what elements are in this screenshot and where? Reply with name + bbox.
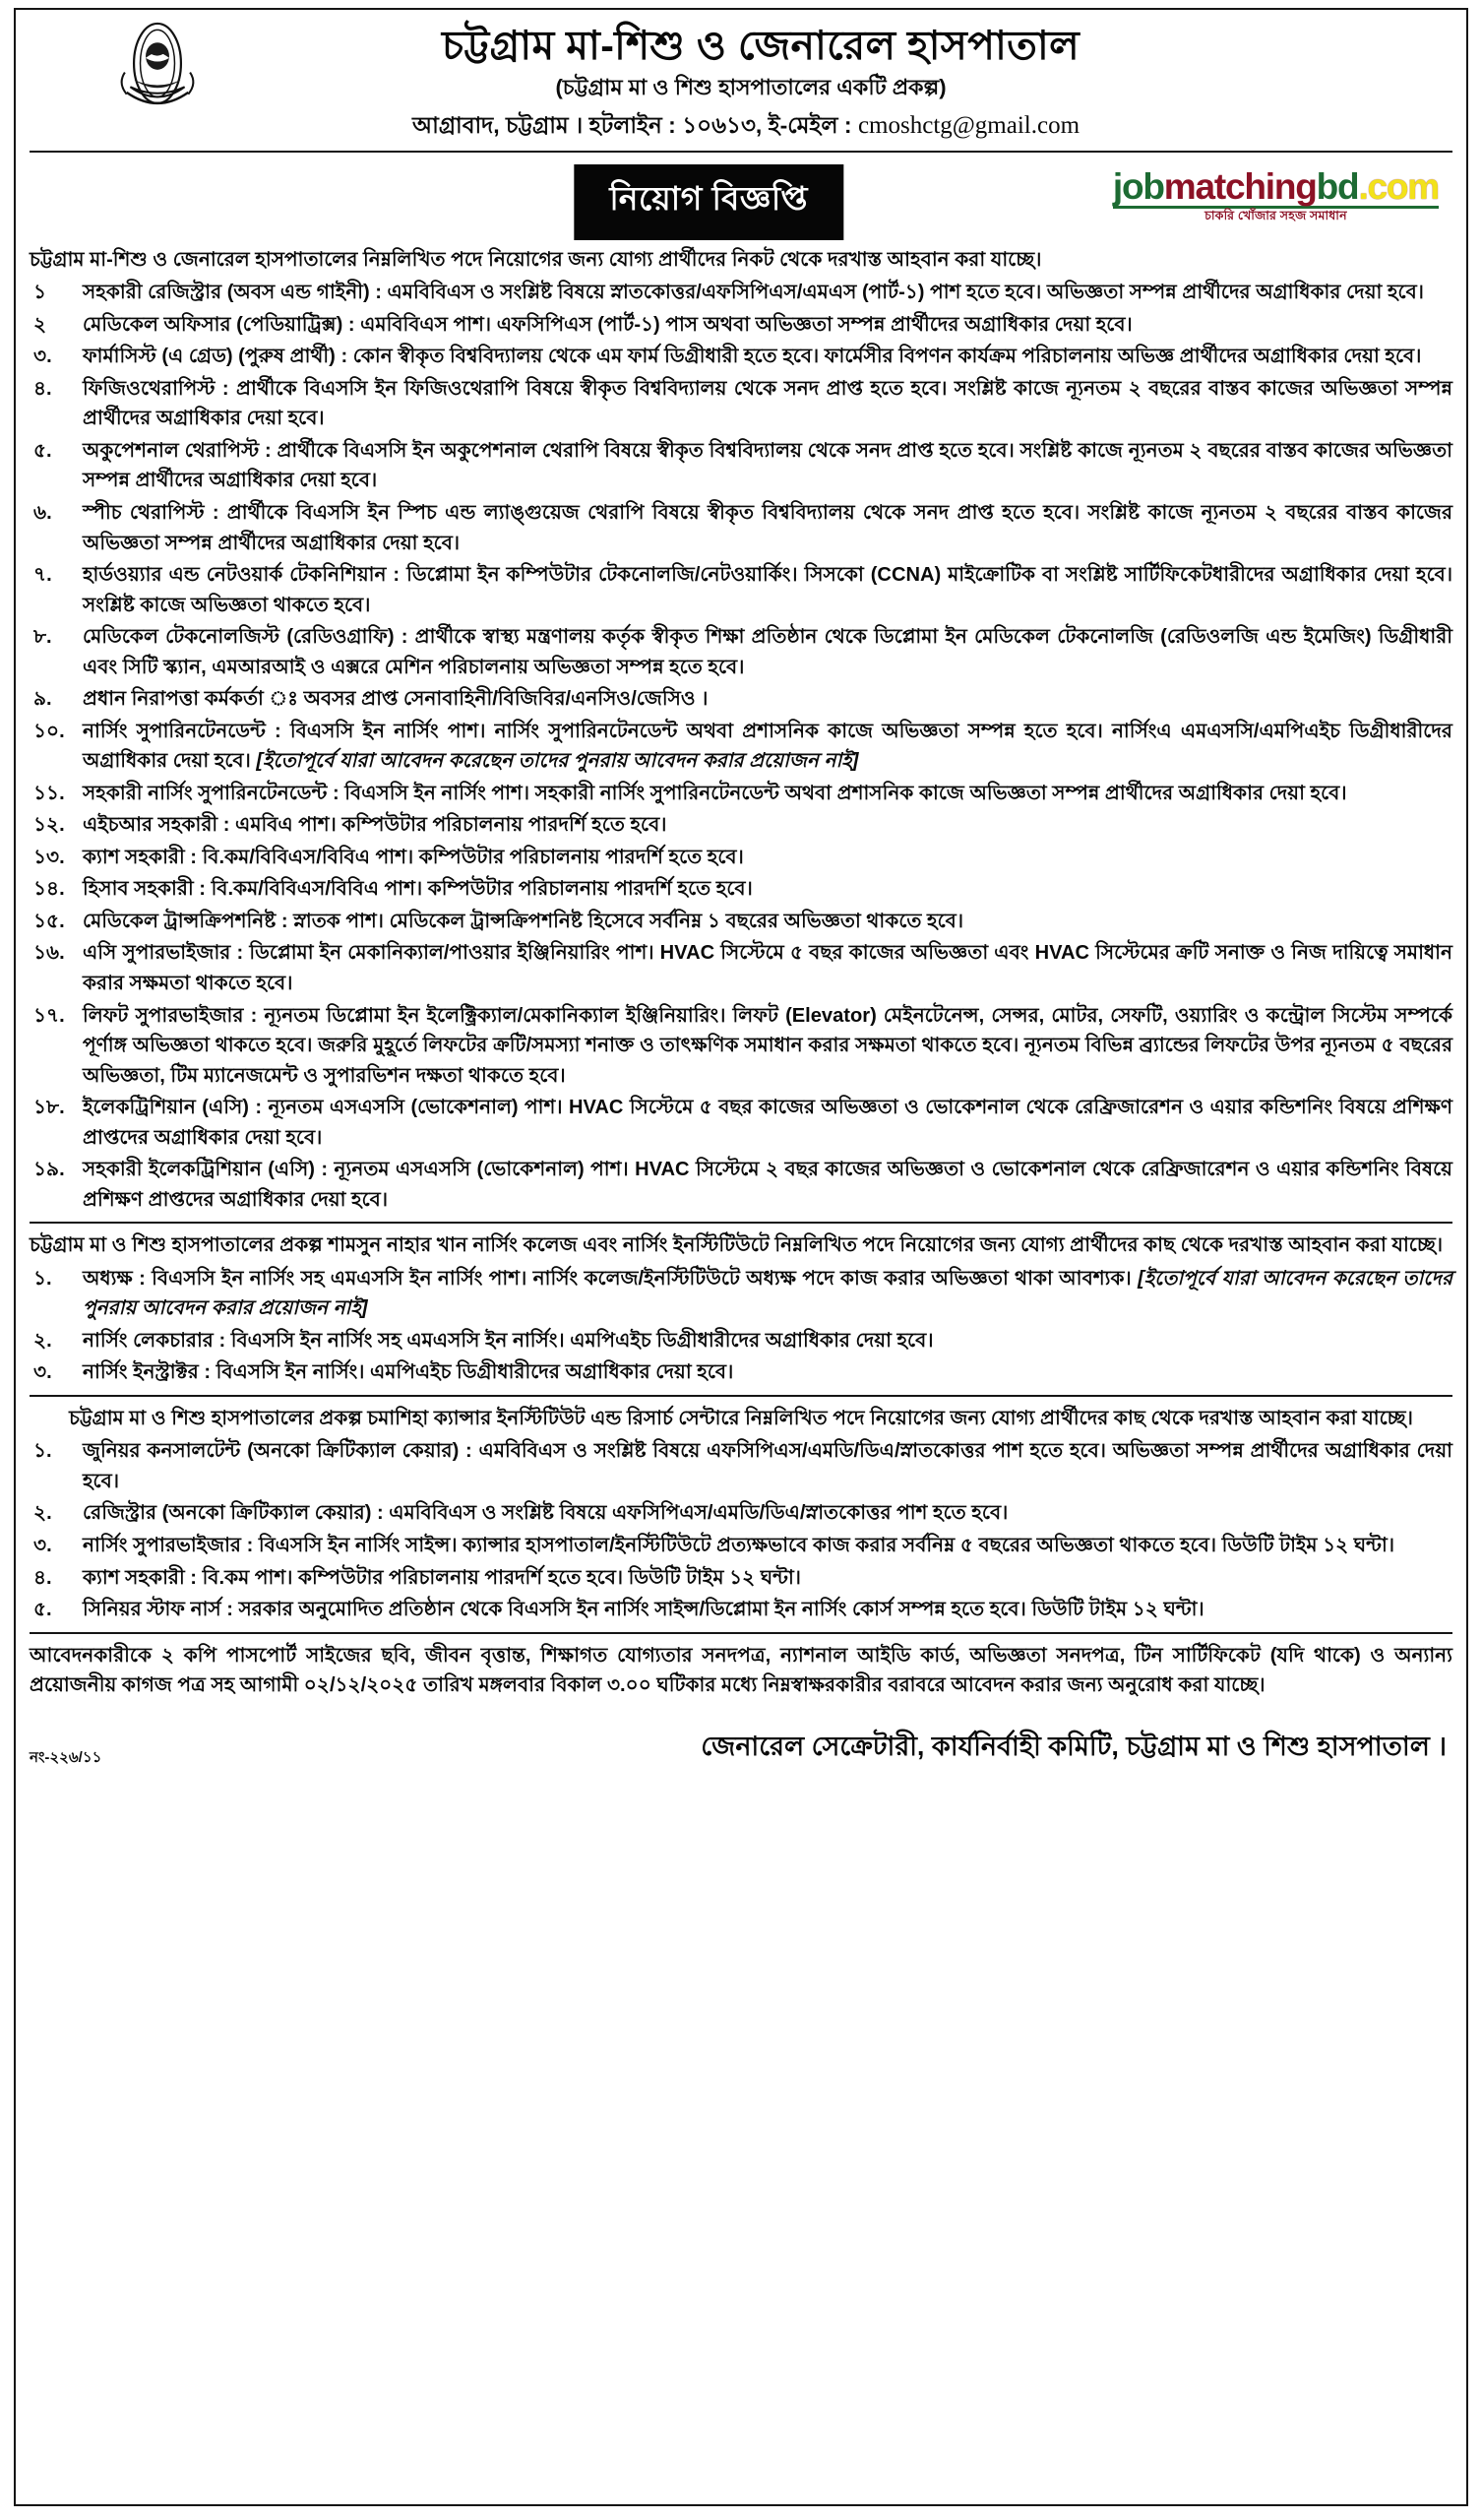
- job-requirements: বি.কম/বিবিএস/বিবিএ পাশ। কম্পিউটার পরিচালনায় পারদর্শি হতে হবে।: [211, 878, 753, 901]
- job-title-separator: :: [394, 626, 415, 649]
- section3-job-list: [30, 1436, 1452, 1624]
- job-list-item: [30, 684, 1452, 715]
- job-list-item: [30, 874, 1452, 905]
- job-list-item: [30, 717, 1452, 777]
- organization-contact: [30, 111, 1452, 141]
- job-title-separator: :: [342, 313, 361, 336]
- job-list-item: [30, 1531, 1452, 1561]
- job-title: নার্সিং ইনস্ট্রাক্টর: [83, 1361, 199, 1384]
- job-title: ক্যাশ সহকারী: [83, 1566, 185, 1589]
- job-item-number: ২.: [33, 1329, 52, 1352]
- job-requirements: বি.কম/বিবিএস/বিবিএ পাশ। কম্পিউটার পরিচালনায় পারদর্শি হতে হবে।: [202, 846, 744, 868]
- job-title: মেডিকেল টেকনোলজিস্ট (রেডিওগ্রাফি): [83, 626, 395, 649]
- section1-lead: চট্টগ্রাম মা-শিশু ও জেনারেল হাসপাতালের নিম্নলিখিত পদে নিয়োগের জন্য যোগ্য প্রার্থীদের নিকট থেকে দরখাস্ত আহবান করা যাচ্ছে।: [30, 248, 1042, 271]
- job-title-separator: :: [240, 1535, 259, 1557]
- job-title: সহকারী নার্সিং সুপারিনটেনডেন্ট: [83, 782, 328, 804]
- section-nursing-college: [30, 1222, 1452, 1388]
- job-title-separator: :: [314, 1159, 335, 1181]
- job-requirements: এমবিবিএস ও সংশ্লিষ্ট বিষয়ে এফসিপিএস/এমডি/ডিএ/স্নাতকোত্তর পাশ হতে হবে।: [389, 1502, 1009, 1525]
- job-requirements: কোন স্বীকৃত বিশ্ববিদ্যালয় থেকে এম ফার্ম ডিগ্রীধারী হতে হবে। ফার্মেসীর বিপণন কার্যক্রম পরিচালনায় অভিজ্ঞ প্রার্থীদের অগ্রাধিকার দেয়া হবে।: [352, 346, 1422, 368]
- job-requirements: অবসর প্রাপ্ত সেনাবাহিনী/বিজিবির/এনসিও/জেসিও ।: [303, 688, 709, 711]
- job-list-item: [30, 436, 1452, 496]
- job-title-separator: :: [217, 814, 236, 837]
- job-item-number: ১৯.: [33, 1159, 65, 1181]
- job-requirements: প্রার্থীকে বিএসসি ইন অকুপেশনাল থেরাপি বিষয়ে স্বীকৃত বিশ্ববিদ্যালয় থেকে সনদ প্রাপ্ত হতে হবে। সংশ্লিষ্ট কাজে ন্যূনতম ২ বছরের বাস্তব কাজের অভিজ্ঞতা সম্পন্ন প্রার্থীদের অগ্রাধিকার দেয়া হবে।: [83, 439, 1452, 492]
- reapply-notice: [ইতোপূর্বে যারা আবেদন করেছেন তাদের পুনরায় আবেদন করার প্রয়োজন নাই]: [256, 750, 859, 773]
- job-requirements: বিএসসি ইন নার্সিং সাইন্স। ক্যান্সার হাসপাতাল/ইনস্টিটিউটে প্রত্যক্ষভাবে কাজ করার সর্বনিম্ন ৫ বছরের অভিজ্ঞতা থাকতে হবে। ডিউটি টাইম ১২ ঘন্টা।: [258, 1535, 1395, 1557]
- job-requirements: বিএসসি ইন নার্সিং পাশ। সহকারী নার্সিং সুপারিনটেনডেন্ট অথবা প্রশাসনিক কাজে অভিজ্ঞতা সম্পন্ন প্রার্থীদের অগ্রাধিকার দেয়া হবে।: [344, 782, 1347, 804]
- job-title-separator: :: [327, 782, 345, 804]
- job-title: এইচআর সহকারী: [83, 814, 218, 837]
- job-item-number: ৩.: [33, 346, 52, 368]
- job-list-item: [30, 498, 1452, 558]
- job-title-separator: :: [248, 1097, 269, 1119]
- job-title-separator: :: [265, 720, 290, 742]
- signature-row: [30, 1727, 1452, 1766]
- job-title: স্পীচ থেরাপিস্ট: [83, 502, 205, 525]
- job-requirements: ন্যূনতম এসএসসি (ভোকেশনাল) পাশ। HVAC সিস্টেমে ২ বছর কাজের অভিজ্ঞতা ও ভোকেশনাল থেকে রেফ্রিজারেশন ও এয়ার কন্ডিশনিং বিষয়ে প্রশিক্ষণ প্রাপ্তদের অগ্রাধিকার দেয়া হবে।: [83, 1159, 1452, 1211]
- job-title: সিনিয়র স্টাফ নার্স: [83, 1599, 221, 1621]
- wordmark-part-matching: matching: [1163, 165, 1317, 207]
- section-cancer-institute: [30, 1395, 1452, 1625]
- address-hotline-text: আগ্রাবাদ, চট্টগ্রাম । হটলাইন : ১০৬১৩, ই-মেইল :: [411, 111, 858, 138]
- job-title: ফার্মাসিস্ট (এ গ্রেড) (পুরুষ প্রার্থী): [83, 346, 336, 368]
- notice-title-badge: নিয়োগ বিজ্ঞপ্তি: [574, 164, 843, 240]
- job-list-item: [30, 1264, 1452, 1324]
- job-title-separator: :: [204, 502, 227, 525]
- job-title-separator: :: [459, 1440, 479, 1463]
- job-title-separator: :: [220, 1599, 239, 1621]
- wordmark-tagline: চাকরি খোঁজার সহজ সমাধান: [1204, 208, 1347, 222]
- job-item-number: ১২.: [33, 814, 65, 837]
- job-title-separator: :: [184, 1566, 203, 1589]
- job-title-separator: :: [184, 846, 203, 868]
- job-list-item: [30, 1001, 1452, 1092]
- job-requirements: প্রার্থীকে বিএসসি ইন স্পিচ এন্ড ল্যাঙ্গুয়েজ থেরাপি বিষয়ে স্বীকৃত বিশ্ববিদ্যালয় থেকে সনদ প্রাপ্ত হতে হবে। সংশ্লিষ্ট কাজে ন্যূনতম ২ বছরের বাস্তব কাজের অভিজ্ঞতা সম্পন্ন প্রার্থীদের অগ্রাধিকার দেয়া হবে।: [83, 502, 1453, 554]
- job-title: জুনিয়র কনসালটেন্ট (অনকো ক্রিটিক্যাল কেয়ার): [83, 1440, 460, 1463]
- organization-subtitle: (চট্টগ্রাম মা ও শিশু হাসপাতালের একটি প্রকল্প): [555, 75, 947, 100]
- job-item-number: ৭.: [33, 564, 52, 587]
- job-title-separator: :: [215, 377, 236, 400]
- job-requirements: ন্যূনতম ডিপ্লোমা ইন ইলেক্ট্রিক্যাল/মেকানিক্যাল ইঞ্জিনিয়ারিং। লিফট (Elevator) মেইনটেনেন্স, সেন্সর, মোটর, সেফটি, ওয়্যারিং ও কন্ট্রোল সিস্টেম সম্পর্কে পূর্ণাঙ্গ অভিজ্ঞতা থাকতে হবে। জরুরি মুহূর্তে লিফটের ক্রটি/সমস্যা শনাক্ত ও তাৎক্ষণিক সমাধান করার সক্ষমতা থাকতে হবে। ন্যূনতম বিভিন্ন ব্র্যান্ডের লিফটের উপর ন্যূনতম ৫ বছরের অভিজ্ঞতা, টিম ম্যানেজমেন্ট ও সুপারভিশন দক্ষতা থাকতে হবে।: [83, 1004, 1452, 1087]
- job-list-item: [30, 1357, 1452, 1388]
- job-item-number: ১৭.: [33, 1004, 65, 1027]
- job-list-item: [30, 938, 1452, 998]
- job-requirements: সরকার অনুমোদিত প্রতিষ্ঠান থেকে বিএসসি ইন নার্সিং সাইন্স/ডিপ্লোমা ইন নার্সিং কোর্স সম্পন্ন হতে হবে। ডিউটি টাইম ১২ ঘন্টা।: [238, 1599, 1204, 1621]
- job-list-item: [30, 278, 1452, 308]
- job-item-number: ১.: [33, 1440, 52, 1463]
- job-item-number: ৬.: [33, 502, 52, 525]
- job-requirements: প্রার্থীকে বিএসসি ইন ফিজিওথেরাপি বিষয়ে স্বীকৃত বিশ্ববিদ্যালয় থেকে সনদ প্রাপ্ত হতে হবে। সংশ্লিষ্ট কাজে ন্যূনতম ২ বছরের বাস্তব কাজের অভিজ্ঞতা সম্পন্ন প্রার্থীদের অগ্রাধিকার দেয়া হবে।: [83, 377, 1452, 430]
- job-list-item: [30, 374, 1452, 434]
- job-title: নার্সিং সুপারভাইজার: [83, 1535, 241, 1557]
- job-list-item: [30, 779, 1452, 809]
- job-title-separator: :: [230, 942, 250, 965]
- job-requirements: এমবিবিএস ও সংশ্লিষ্ট বিষয়ে স্নাতকোত্তর/এফসিপিএস/এমএস (পার্ট-১) পাশ হতে হবে। অভিজ্ঞতা সম্পন্ন প্রার্থীদের অগ্রাধিকার দেয়া হবে।: [387, 282, 1424, 304]
- section1-job-list: [30, 278, 1452, 1215]
- job-list-item: [30, 1155, 1452, 1215]
- job-item-number: ৩.: [33, 1535, 52, 1557]
- job-list-item: [30, 1498, 1452, 1529]
- job-title-separator: :: [132, 1267, 153, 1290]
- job-title: হিসাব সহকারী: [83, 878, 194, 901]
- job-title: নার্সিং লেকচারার: [83, 1329, 214, 1352]
- job-title: প্রধান নিরাপত্তা কর্মকর্তা: [83, 688, 264, 711]
- job-title: সহকারী ইলেকট্রিশিয়ান (এসি): [83, 1159, 315, 1181]
- job-list-item: [30, 907, 1452, 937]
- job-title-separator: :: [369, 282, 388, 304]
- job-title: ইলেকট্রিশিয়ান (এসি): [83, 1097, 249, 1119]
- job-list-item: [30, 622, 1452, 682]
- job-requirements: বিএসসি ইন নার্সিং পাশ। নার্সিং সুপারিনটেনডেন্ট অথবা প্রশাসনিক কাজে অভিজ্ঞতা সম্পন্ন হতে হবে। নার্সিংএ এমএসসি/এমপিএইচ ডিগ্রীধারীদের অগ্রাধিকার দেয়া হবে।: [83, 720, 1452, 773]
- job-item-number: ৪.: [33, 1566, 52, 1589]
- wordmark-part-job: job: [1112, 165, 1164, 207]
- job-item-number: ৩.: [33, 1361, 52, 1384]
- jobmatchingbd-wordmark: [1112, 165, 1439, 207]
- job-title: নার্সিং সুপারিনটেনডেন্ট: [83, 720, 266, 742]
- job-title: অকুপেশনাল থেরাপিস্ট: [83, 439, 260, 462]
- job-item-number: ১৩.: [33, 846, 65, 868]
- job-requirements: এমবিবিএস ও সংশ্লিষ্ট বিষয়ে এফসিপিএস/এমডি/ডিএ/স্নাতকোত্তর পাশ হতে হবে। অভিজ্ঞতা সম্পন্ন প্রার্থীদের অগ্রাধিকার দেয়া হবে।: [83, 1440, 1452, 1492]
- job-requirements: ন্যূনতম এসএসসি (ভোকেশনাল) পাশ। HVAC সিস্টেমে ৫ বছর কাজের অভিজ্ঞতা ও ভোকেশনাল থেকে রেফ্রিজারেশন ও এয়ার কন্ডিশনিং বিষয়ে প্রশিক্ষণ প্রাপ্তদের অগ্রাধিকার দেয়া হবে।: [83, 1097, 1452, 1149]
- job-item-number: ১.: [33, 1267, 52, 1290]
- footer-block: [30, 1632, 1452, 1766]
- job-requirements: বি.কম পাশ। কম্পিউটার পরিচালনায় পারদর্শি হতে হবে। ডিউটি টাইম ১২ ঘন্টা।: [202, 1566, 801, 1589]
- job-item-number: ১৪.: [33, 878, 65, 901]
- job-title: লিফট সুপারভাইজার: [83, 1004, 244, 1027]
- section3-lead: চট্টগ্রাম মা ও শিশু হাসপাতালের প্রকল্প চমাশিহা ক্যান্সার ইনস্টিটিউট এন্ড রিসার্চ সেন্টারে নিম্নলিখিত পদে নিয়োগের জন্য যোগ্য প্রার্থীদের কাছ থেকে দরখাস্ত আহবান করা যাচ্ছে।: [69, 1407, 1413, 1429]
- section2-job-list: [30, 1264, 1452, 1388]
- job-title: ক্যাশ সহকারী: [83, 846, 185, 868]
- job-title-separator: :: [335, 346, 353, 368]
- job-title: অধ্যক্ষ: [83, 1267, 133, 1290]
- memo-number: নং-২২৬/১১: [30, 1748, 102, 1766]
- job-requirements: বিএসসি ইন নার্সিং সহ এমএসসি ইন নার্সিং। এমপিএইচ ডিগ্রীধারীদের অগ্রাধিকার দেয়া হবে।: [230, 1329, 934, 1352]
- job-list-item: [30, 1595, 1452, 1625]
- job-title: মেডিকেল ট্রান্সক্রিপশনিষ্ট: [83, 910, 277, 932]
- application-instructions: আবেদনকারীকে ২ কপি পাসপোর্ট সাইজের ছবি, জীবন বৃত্তান্ত, শিক্ষাগত যোগ্যতার সনদপত্র, ন্যাশনাল আইডি কার্ড, অভিজ্ঞতা সনদপত্র, টিন সার্টিফিকেট (যদি থাকে) ও অন্যান্য প্রয়োজনীয় কাগজ পত্র সহ আগামী ০২/১২/২০২৫ তারিখ মঙ্গলবার বিকাল ৩.০০ ঘটিকার মধ্যে নিম্নস্বাক্ষরকারীর বরাবরে আবেদন করার জন্য অনুরোধ করা যাচ্ছে।: [30, 1644, 1452, 1697]
- job-list-item: [30, 1436, 1452, 1496]
- job-requirements: বিএসসি ইন নার্সিং সহ এমএসসি ইন নার্সিং পাশ। নার্সিং কলেজ/ইনস্টিটিউটে অধ্যক্ষ পদে কাজ করার অভিজ্ঞতা থাকা আবশ্যক।: [152, 1267, 1139, 1290]
- job-item-number: ১: [33, 282, 47, 304]
- job-title: ফিজিওথেরাপিস্ট: [83, 377, 216, 400]
- job-item-number: ১৮.: [33, 1097, 65, 1119]
- job-title: মেডিকেল অফিসার (পেডিয়াট্রিক্স): [83, 313, 343, 336]
- job-list-item: [30, 310, 1452, 341]
- job-requirements: প্রার্থীকে স্বাস্থ্য মন্ত্রণালয় কর্তৃক স্বীকৃত শিক্ষা প্রতিষ্ঠান থেকে ডিপ্লোমা ইন মেডিকেল টেকনোলজি (রেডিওলজি এন্ড ইমেজিং) ডিগ্রীধারী এবং সিটি স্ক্যান, এমআরআই ও এক্সরে মেশিন পরিচালনায় অভিজ্ঞতা সম্পন্ন হতে হবে।: [83, 626, 1452, 678]
- job-item-number: ৫.: [33, 1599, 52, 1621]
- job-title-separator: ঃ: [263, 688, 304, 711]
- organization-name: চট্টগ্রাম মা-শিশু ও জেনারেল হাসপাতাল: [442, 23, 1080, 68]
- job-item-number: ২: [33, 313, 47, 336]
- banner-row: [30, 162, 1452, 239]
- job-requirements: বিএসসি ইন নার্সিং। এমপিএইচ ডিগ্রীধারীদের অগ্রাধিকার দেয়া হবে।: [216, 1361, 734, 1384]
- job-requirements: ডিপ্লোমা ইন মেকানিক্যাল/পাওয়ার ইঞ্জিনিয়ারিং পাশ। HVAC সিস্টেমে ৫ বছর কাজের অভিজ্ঞতা এবং HVAC সিস্টেমের ক্রটি সনাক্ত ও নিজ দায়িত্বে সমাধান করার সক্ষমতা থাকতে হবে।: [83, 942, 1452, 994]
- job-list-item: [30, 810, 1452, 841]
- job-title-separator: :: [386, 564, 407, 587]
- job-title: সহকারী রেজিস্ট্রার (অবস এন্ড গাইনী): [83, 282, 370, 304]
- job-list-item: [30, 1093, 1452, 1153]
- job-title-separator: :: [371, 1502, 390, 1525]
- job-item-number: ১৫.: [33, 910, 65, 932]
- job-requirements: স্নাতক পাশ। মেডিকেল ট্রান্সক্রিপশনিষ্ট হিসেবে সর্বনিম্ন ১ বছরের অভিজ্ঞতা থাকতে হবে।: [293, 910, 964, 932]
- hospital-crest-logo: [112, 20, 203, 116]
- job-title: এসি সুপারভাইজার: [83, 942, 231, 965]
- job-requirements: ডিপ্লোমা ইন কম্পিউটার টেকনোলজি/নেটওয়ার্কিং। সিসকো (CCNA) মাইক্রোটিক বা সংশ্লিষ্ট সার্টিফিকেটধারীদের অগ্রাধিকার দেয়া হবে। সংশ্লিষ্ট কাজে অভিজ্ঞতা থাকতে হবে।: [83, 564, 1453, 616]
- job-item-number: ৮.: [33, 626, 52, 649]
- job-list-item: [30, 843, 1452, 873]
- wordmark-part-com: .com: [1358, 165, 1439, 207]
- job-title-separator: :: [198, 1361, 216, 1384]
- job-title-separator: :: [213, 1329, 231, 1352]
- job-list-item: [30, 1326, 1452, 1356]
- reapply-notice: [ইতোপূর্বে যারা আবেদন করেছেন তাদের পুনরায় আবেদন করার প্রয়োজন নাই]: [83, 1267, 1453, 1320]
- signatory: জেনারেল সেক্রেটারী, কার্যনির্বাহী কমিটি, চট্টগ্রাম মা ও শিশু হাসপাতাল ।: [701, 1731, 1447, 1761]
- job-item-number: ১০.: [33, 720, 65, 742]
- jobmatchingbd-watermark: [1112, 165, 1439, 222]
- job-list-item: [30, 342, 1452, 372]
- job-item-number: ২.: [33, 1502, 52, 1525]
- job-requirements: এমবিএ পাশ। কম্পিউটার পরিচালনায় পারদর্শি হতে হবে।: [235, 814, 667, 837]
- email-address: cmoshctg@gmail.com: [857, 111, 1081, 139]
- job-title-separator: :: [259, 439, 278, 462]
- job-title: রেজিস্ট্রার (অনকো ক্রিটিক্যাল কেয়ার): [83, 1502, 372, 1525]
- job-requirements: এমবিবিএস পাশ। এফসিপিএস (পার্ট-১) পাস অথবা অভিজ্ঞতা সম্পন্ন প্রার্থীদের অগ্রাধিকার দেয়া হবে।: [360, 313, 1133, 336]
- job-item-number: ৯.: [33, 688, 52, 711]
- job-item-number: ৫.: [33, 439, 52, 462]
- job-item-number: ৪.: [33, 377, 52, 400]
- section2-lead: চট্টগ্রাম মা ও শিশু হাসপাতালের প্রকল্প শামসুন নাহার খান নার্সিং কলেজ এবং নার্সিং ইনস্টিটিউটে নিম্নলিখিত পদে নিয়োগের জন্য যোগ্য প্রার্থীদের কাছ থেকে দরখাস্ত আহবান করা যাচ্ছে।: [30, 1234, 1444, 1257]
- job-list-item: [30, 560, 1452, 620]
- job-title-separator: :: [243, 1004, 265, 1027]
- job-item-number: ১৬.: [33, 942, 65, 965]
- job-item-number: ১১.: [33, 782, 65, 804]
- masthead: [30, 14, 1452, 153]
- wordmark-part-bd: bd: [1316, 165, 1359, 207]
- section-hospital: [30, 245, 1452, 1215]
- job-title-separator: :: [193, 878, 212, 901]
- job-title-separator: :: [276, 910, 294, 932]
- job-list-item: [30, 1563, 1452, 1594]
- job-title: হার্ডওয়্যার এন্ড নেটওয়ার্ক টেকনিশিয়ান: [83, 564, 387, 587]
